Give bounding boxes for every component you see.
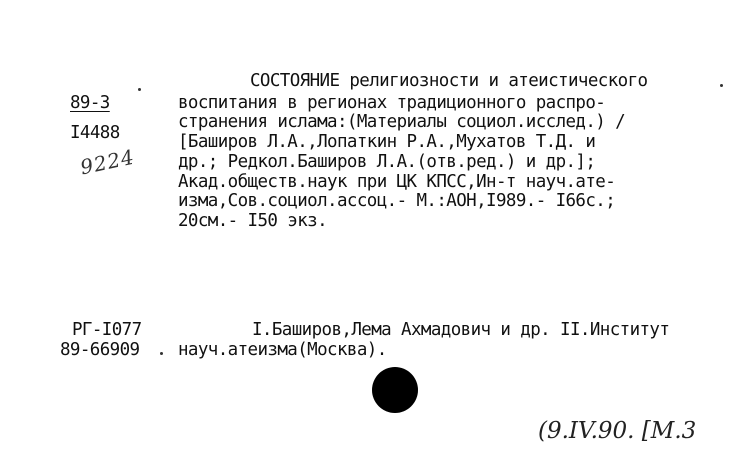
- inventory-number: I4488: [70, 123, 120, 143]
- handwritten-code: 9224: [78, 144, 137, 180]
- description-line-7: изма,Сов.социол.ассоц.- М.:АОН,I989.- I66с.;: [178, 191, 616, 211]
- tracing-line-2: науч.атеизма(Москва).: [178, 340, 387, 360]
- speck: [720, 84, 723, 87]
- record-number: 89-66909: [60, 340, 140, 360]
- call-number: 89-3: [70, 93, 110, 113]
- description-line-8: 20см.- I50 экз.: [178, 211, 328, 231]
- classification-code: РГ-I077: [72, 320, 142, 340]
- description-line-1: СОСТОЯНИЕ религиозности и атеистического: [250, 71, 648, 91]
- handwritten-stamp: (9.IV.90. [M.3: [538, 418, 697, 444]
- description-line-5: др.; Редкол.Баширов Л.А.(отв.ред.) и др.];: [178, 152, 596, 172]
- description-line-2: воспитания в регионах традиционного распро-: [178, 93, 606, 113]
- description-line-4: [Баширов Л.А.,Лопаткин Р.А.,Мухатов Т.Д. и: [178, 132, 596, 152]
- speck: [160, 352, 163, 355]
- speck: [138, 88, 141, 91]
- card-punch-hole: [372, 367, 418, 413]
- description-line-6: Акад.обществ.наук при ЦК КПСС,Ин-т науч.ате-: [178, 172, 616, 192]
- tracing-line-1: I.Баширов,Лема Ахмадович и др. II.Институт: [252, 320, 670, 340]
- description-line-3: странения ислама:(Материалы социол.исслед.) /: [178, 112, 626, 132]
